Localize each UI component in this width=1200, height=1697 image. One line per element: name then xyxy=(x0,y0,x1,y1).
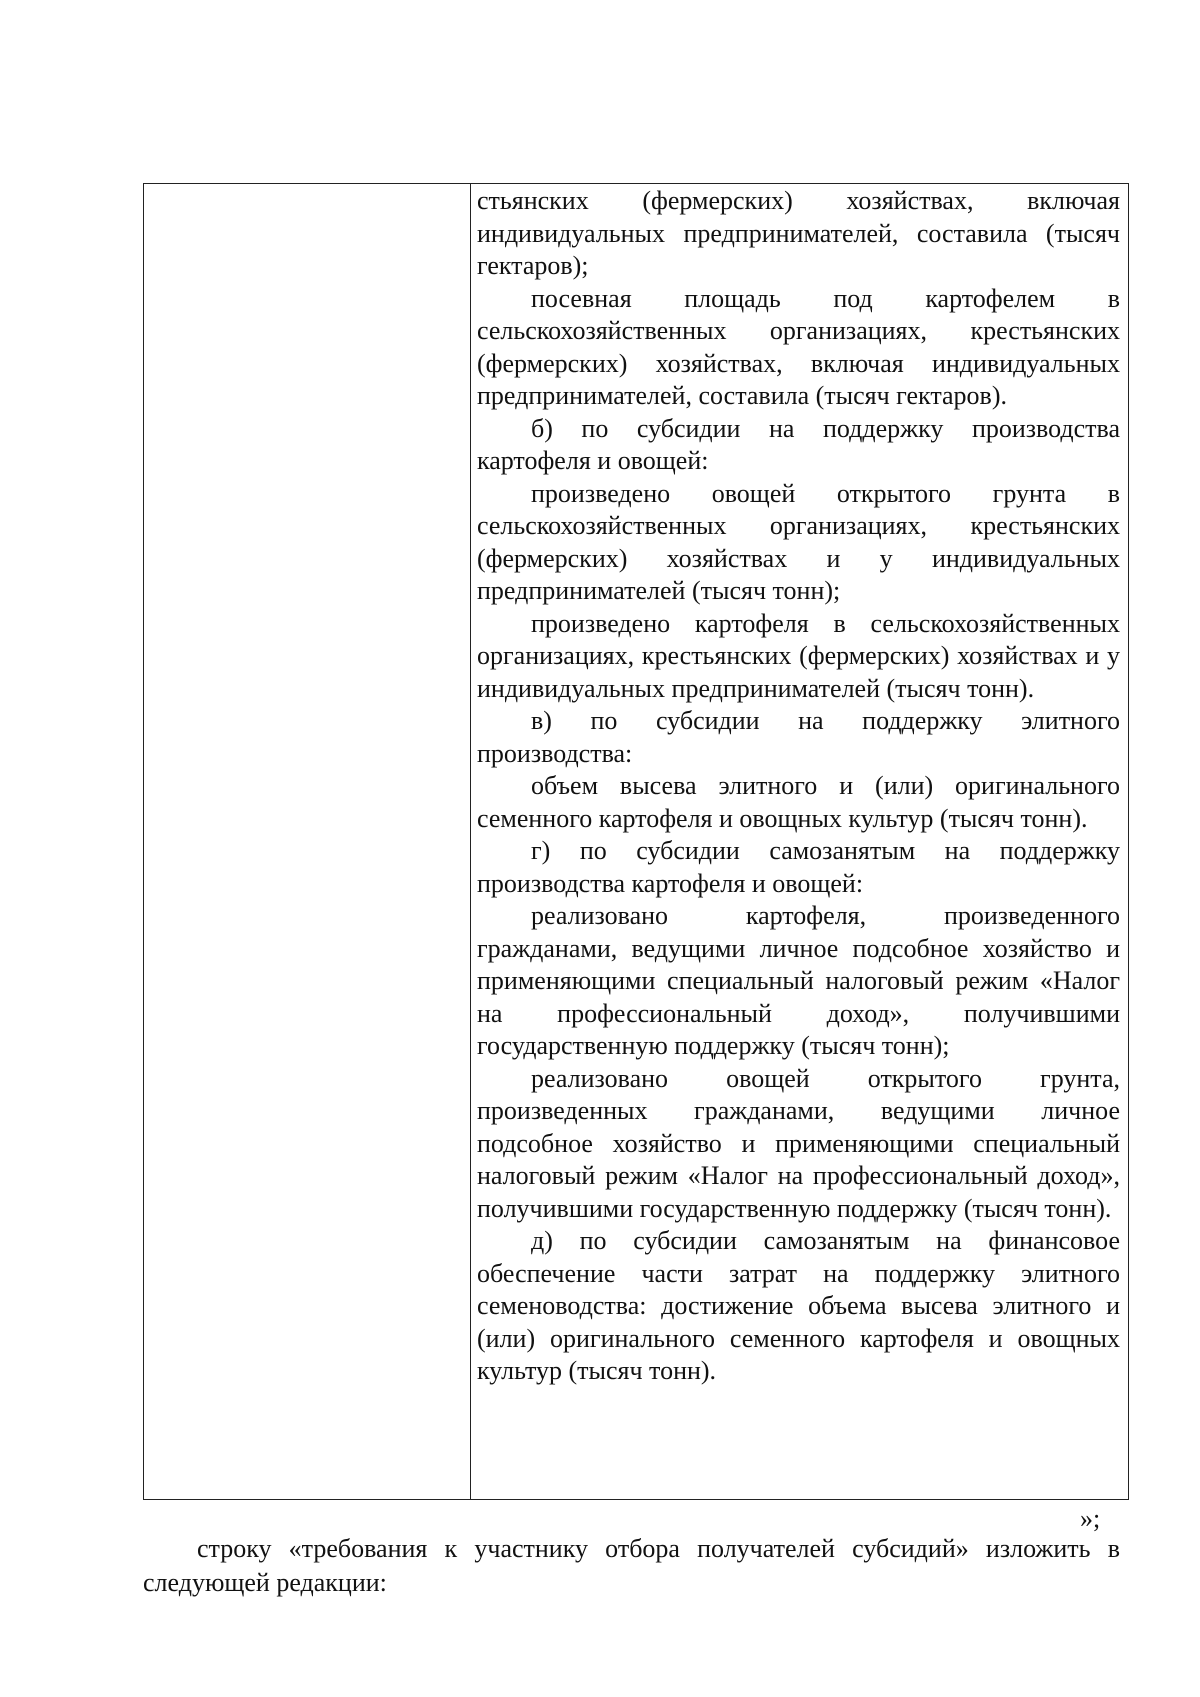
document-table xyxy=(143,183,1129,1500)
closing-quote-mark: »; xyxy=(1080,1504,1101,1533)
paragraph-1: стьянских (фермерских) хозяйствах, включая индивидуальных предпринимателей, составила (тысяч гектаров); xyxy=(477,186,1120,280)
table-row xyxy=(144,184,1129,1500)
paragraph-9: реализовано картофеля, произведенного гражданами, ведущими личное подсобное хозяйство и применяющими специальный налоговый режим «Налог на профессиональный доход», получившими государственную поддержку (тысяч тонн); xyxy=(477,901,1120,1060)
paragraph-5: произведено картофеля в сельскохозяйственных организациях, крестьянских (фермерских) хозяйствах и у индивидуальных предпринимателей (тысяч тонн). xyxy=(477,608,1120,703)
paragraph-2: посевная площадь под картофелем в сельскохозяйственных организациях, крестьянских (фермерских) хозяйствах, включая индивидуальных предпринимателей, составила (тысяч гектаров). xyxy=(477,283,1120,410)
paragraph-3: б) по субсидии на поддержку производства картофеля и овощей: xyxy=(477,413,1120,475)
paragraph-10: реализовано овощей открытого грунта, произведенных гражданами, ведущими личное подсобное хозяйство и применяющими специальный налоговый режим «Налог на профессиональный доход», получившими государственную поддержку (тысяч тонн). xyxy=(477,1063,1120,1223)
paragraph-8: г) по субсидии самозанятым на поддержку производства картофеля и овощей: xyxy=(477,836,1120,898)
table-cell-right xyxy=(471,184,1129,1500)
paragraph-7: объем высева элитного и (или) оригинального семенного картофеля и овощных культур (тысяч тонн). xyxy=(477,771,1120,833)
paragraph-4: произведено овощей открытого грунта в сельскохозяйственных организациях, крестьянских (фермерских) хозяйствах и у индивидуальных предпринимателей (тысяч тонн); xyxy=(477,478,1120,605)
paragraph-6: в) по субсидии на поддержку элитного производства: xyxy=(477,706,1120,768)
table-cell-left xyxy=(144,184,471,1500)
paragraph-11: д) по субсидии самозанятым на финансовое обеспечение части затрат на поддержку элитного семеноводства: достижение объема высева элитного и (или) оригинального семенного картофеля и овощных культур (тысяч тонн). xyxy=(477,1226,1120,1385)
instruction-paragraph: строку «требования к участнику отбора получателей субсидий» изложить в следующей редакции: xyxy=(143,1534,1120,1597)
